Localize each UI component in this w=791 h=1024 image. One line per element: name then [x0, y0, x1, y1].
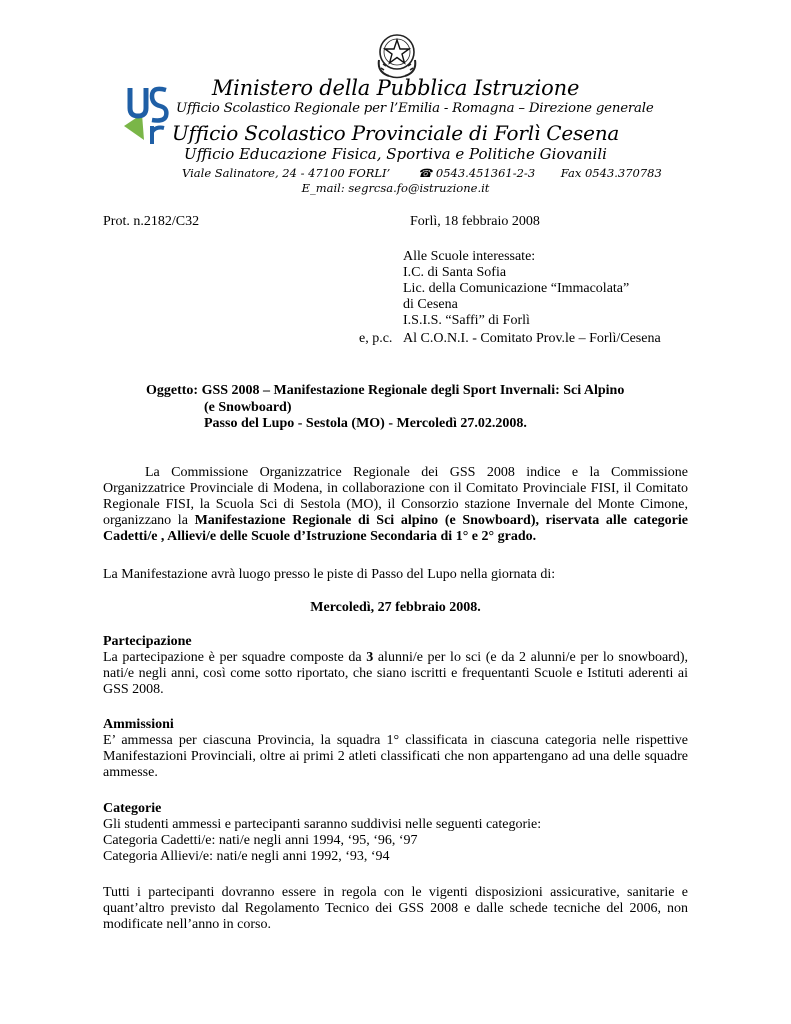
cc-prefix: e, p.c. — [359, 331, 393, 346]
intro-emphasis: Manifestazione Regionale di Sci alpino (e Snowboard), riservata alle categorie Cadetti/e , Allievi/e delle Scuole d’Istruzione Secondaria di 1° e 2° grado. — [103, 513, 688, 544]
fax-number: Fax 0543.370783 — [560, 166, 662, 180]
date-line: Forlì, 18 febbraio 2008 — [410, 214, 540, 229]
intro-paragraph: La Commissione Organizzatrice Regionale dei GSS 2008 indice e la Commissione Organizzatrice Provinciale di Modena, in collaborazione con il Comitato Provinciale FISI, il Comitato Regionale FISI, la Scuola Sci di Sestola (MO), il Consorzio stazione Invernale del Monte Cimone, organizzano la Manifestazione Regionale di Sci alpino (e Snowboard), riservata alle categorie Cadetti/e , Allievi/e delle Scuole d’Istruzione Secondaria di 1° e 2° grado. — [103, 465, 688, 544]
category-allievi: Categoria Allievi/e: nati/e negli anni 1992, ‘93, ‘94 — [103, 849, 390, 864]
categories-intro: Gli studenti ammessi e partecipanti saranno suddivisi nelle seguenti categorie: — [103, 817, 542, 832]
recipient-line: I.C. di Santa Sofia — [403, 265, 507, 280]
phone-number: 0543.451361-2-3 — [435, 166, 536, 180]
phone-icon: ☎ — [417, 166, 433, 180]
email: E_mail: segrcsa.fo@istruzione.it — [301, 181, 490, 195]
section-title-participation: Partecipazione — [103, 634, 192, 649]
event-date: Mercoledì, 27 febbraio 2008. — [310, 600, 481, 615]
recipient-line: di Cesena — [403, 297, 458, 312]
recipient-line: I.S.I.S. “Saffi” di Forlì — [403, 313, 530, 328]
recipients-intro: Alle Scuole interessate: — [403, 249, 536, 264]
subject-line-1: Oggetto: GSS 2008 – Manifestazione Regionale degli Sport Invernali: Sci Alpino — [146, 383, 625, 398]
provincial-office: Ufficio Scolastico Provinciale di Forlì Cesena — [171, 121, 620, 145]
phone — [418, 166, 535, 180]
subject-line-2: (e Snowboard) — [204, 400, 292, 415]
participation-paragraph: La partecipazione è per squadre composte da 3 alunni/e per lo sci (e da 2 alunni/e per lo snowboard), nati/e negli anni, così come sotto riportato, che siano iscritti e frequentanti Scuole e Istituti aderenti ai GSS 2008. — [103, 650, 688, 697]
section-title-categories: Categorie — [103, 801, 162, 816]
category-cadetti: Categoria Cadetti/e: nati/e negli anni 1994, ‘95, ‘96, ‘97 — [103, 833, 418, 848]
cc-line: Al C.O.N.I. - Comitato Prov.le – Forlì/Cesena — [403, 331, 661, 346]
ministry-title: Ministero della Pubblica Istruzione — [211, 76, 580, 100]
recipient-line: Lic. della Comunicazione “Immacolata” — [403, 281, 630, 296]
contact-line — [182, 166, 662, 180]
venue-line: La Manifestazione avrà luogo presso le piste di Passo del Lupo nella giornata di: — [103, 567, 556, 582]
section-title-admissions: Ammissioni — [103, 717, 174, 732]
team-size: 3 — [366, 650, 374, 665]
address: Viale Salinatore, 24 - 47100 FORLI’ — [182, 166, 391, 180]
subject-line-3: Passo del Lupo - Sestola (MO) - Mercoledì 27.02.2008. — [204, 416, 527, 431]
closing-paragraph: Tutti i partecipanti dovranno essere in regola con le vigenti disposizioni assicurative, sanitarie e quant’altro previsto dal Regolamento Tecnico dei GSS 2008 e dalle schede tecniche del 2006, non modificate nell’anno in corso. — [103, 885, 688, 932]
department: Ufficio Educazione Fisica, Sportiva e Politiche Giovanili — [184, 145, 607, 163]
admissions-paragraph: E’ ammessa per ciascuna Provincia, la squadra 1° classificata in ciascuna categoria nelle rispettive Manifestazioni Provinciali, oltre ai primi 2 atleti classificati che non appartengano ad una delle squadre ammesse. — [103, 733, 688, 780]
regional-office: Ufficio Scolastico Regionale per l’Emilia - Romagna – Direzione generale — [176, 101, 654, 116]
republic-emblem-icon — [371, 30, 423, 80]
protocol-number: Prot. n.2182/C32 — [103, 214, 200, 229]
